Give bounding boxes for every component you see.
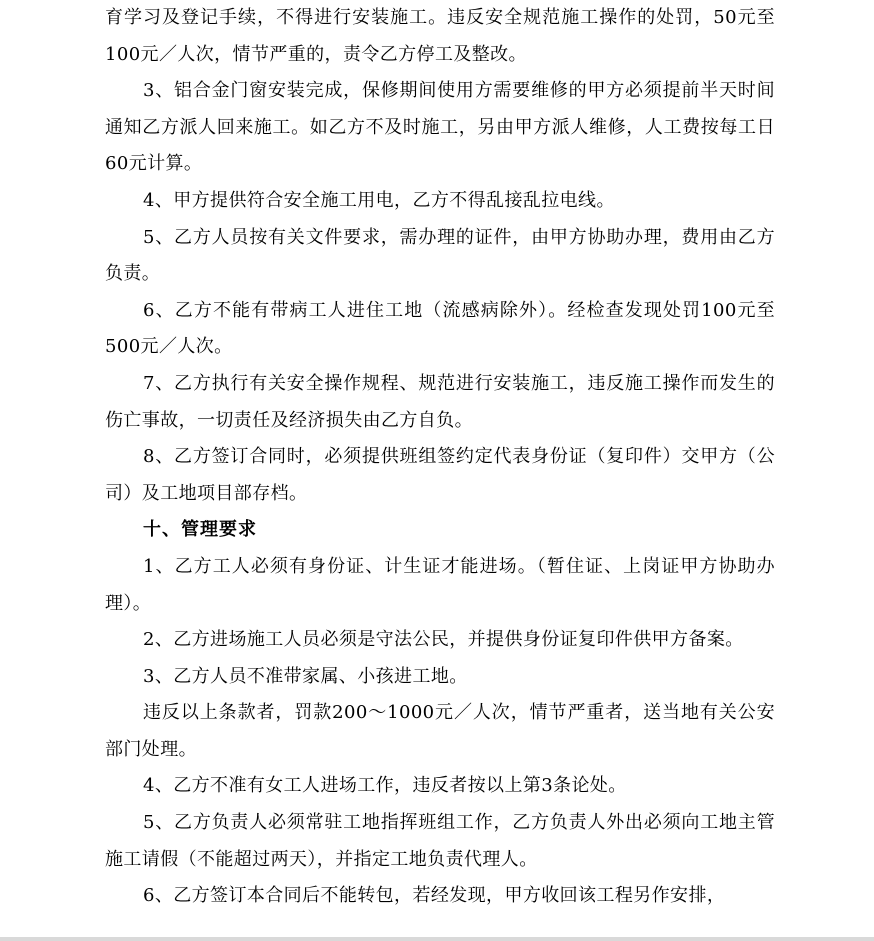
paragraph-item-6-health: 6、乙方不能有带病工人进住工地（流感病除外）。经检查发现处罚100元至500元／人次。 — [105, 299, 775, 358]
paragraph-mgmt-item-4: 4、乙方不准有女工人进场工作，违反者按以上第3条论处。 — [143, 775, 627, 797]
paragraph-item-7-safety: 7、乙方执行有关安全操作规程、规范进行安装施工，违反施工操作而发生的伤亡事故，一切责任及经济损失由乙方自负。 — [105, 372, 775, 431]
paragraph-item-3-warranty: 3、铝合金门窗安装完成，保修期间使用方需要维修的甲方必须提前半天时间通知乙方派人回来施工。如乙方不及时施工，另由甲方派人维修，人工费按每工日60元计算。 — [105, 80, 775, 175]
paragraph-penalty-continuation: 育学习及登记手续，不得进行安装施工。违反安全规范施工操作的处罚，50元至100元／人次，情节严重的，责令乙方停工及整改。 — [105, 7, 775, 65]
paragraph-item-5-certificates: 5、乙方人员按有关文件要求，需办理的证件，由甲方协助办理，费用由乙方负责。 — [105, 226, 775, 285]
paragraph-mgmt-item-1: 1、乙方工人必须有身份证、计生证才能进场。（暂住证、上岗证甲方协助办理）。 — [105, 555, 775, 614]
paragraph-item-8-id-filing: 8、乙方签订合同时，必须提供班组签约定代表身份证（复印件）交甲方（公司）及工地项目部存档。 — [105, 446, 775, 504]
paragraph-mgmt-item-6: 6、乙方签订本合同后不能转包，若经发现，甲方收回该工程另作安排， — [143, 885, 726, 907]
paragraph-mgmt-item-3: 3、乙方人员不准带家属、小孩进工地。 — [143, 665, 468, 687]
page-bottom-edge — [0, 937, 874, 941]
paragraph-mgmt-penalty: 违反以上条款者，罚款200～1000元／人次，情节严重者，送当地有关公安部门处理。 — [105, 702, 775, 760]
paragraph-item-4-power: 4、甲方提供符合安全施工用电，乙方不得乱接乱拉电线。 — [143, 189, 615, 211]
section-heading-management: 十、管理要求 — [143, 519, 257, 541]
paragraph-mgmt-item-5: 5、乙方负责人必须常驻工地指挥班组工作，乙方负责人外出必须向工地主管施工请假（不能超过两天），并指定工地负责代理人。 — [105, 812, 775, 870]
document-body — [105, 0, 775, 915]
paragraph-mgmt-item-2: 2、乙方进场施工人员必须是守法公民，并提供身份证复印件供甲方备案。 — [143, 629, 744, 651]
